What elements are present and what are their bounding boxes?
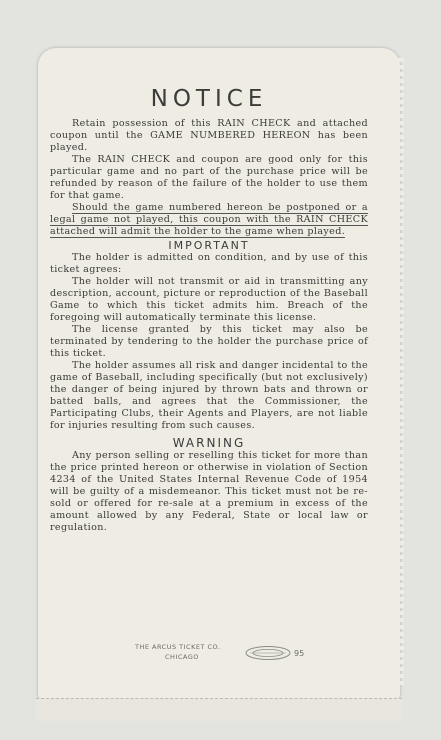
notice-paragraph-1: Retain possession of this RAIN CHECK and attached coupon until the GAME NUMBERED HEREON has been played. [50,118,368,153]
important-paragraph-3: The license granted by this ticket may also be terminated by tendering to the holder the purchase price of this ticket. [50,324,368,359]
ticket-text [50,86,368,534]
notice-paragraph-3 [50,202,368,238]
notice-paragraph-3-text: Should the game numbered hereon be postponed or a legal game not played, this coupon with the RAIN CHECK attached will admit the holder to the game when played. [50,202,368,237]
important-heading: IMPORTANT [168,239,250,252]
warning-heading: WARNING [172,436,246,450]
ticket-stub-edge [36,698,402,721]
notice-paragraph-2: The RAIN CHECK and coupon are good only for this particular game and no part of the purchase price will be refunded by reason of the failure of the holder to use them for that game. [50,154,368,201]
warning-paragraph: Any person selling or reselling this ticket for more than the price printed hereon or otherwise in violation of Section 4234 of the United States Internal Revenue Code of 1954 will be guilty of a misdemeanor. This ticket must not be re-sold or offered for re-sale at a premium in excess of the amount allowed by any Federal, State or local law or regulation. [50,450,368,533]
notice-title: NOTICE [150,86,268,112]
union-number: 95 [294,649,305,658]
important-paragraph-1: The holder is admitted on condition, and by use of this ticket agrees: [50,252,368,275]
printer-city: CHICAGO [165,653,199,661]
printer-imprint [135,642,335,662]
union-label-icon [244,645,292,661]
important-paragraph-2: The holder will not transmit or aid in transmitting any description, account, picture or reproduction of the Baseball Game to which this ticket admits him. Breach of the foregoing will automatically terminate this license. [50,276,368,323]
important-paragraph-4: The holder assumes all risk and danger incidental to the game of Baseball, including specifically (but not exclusively) the danger of being injured by thrown bats and thrown or batted balls, and agrees that the Commissioner, the Participating Clubs, their Agents and Players, are not liable for injuries resulting from such causes. [50,360,368,431]
printer-name: THE ARCUS TICKET CO. [135,643,221,651]
